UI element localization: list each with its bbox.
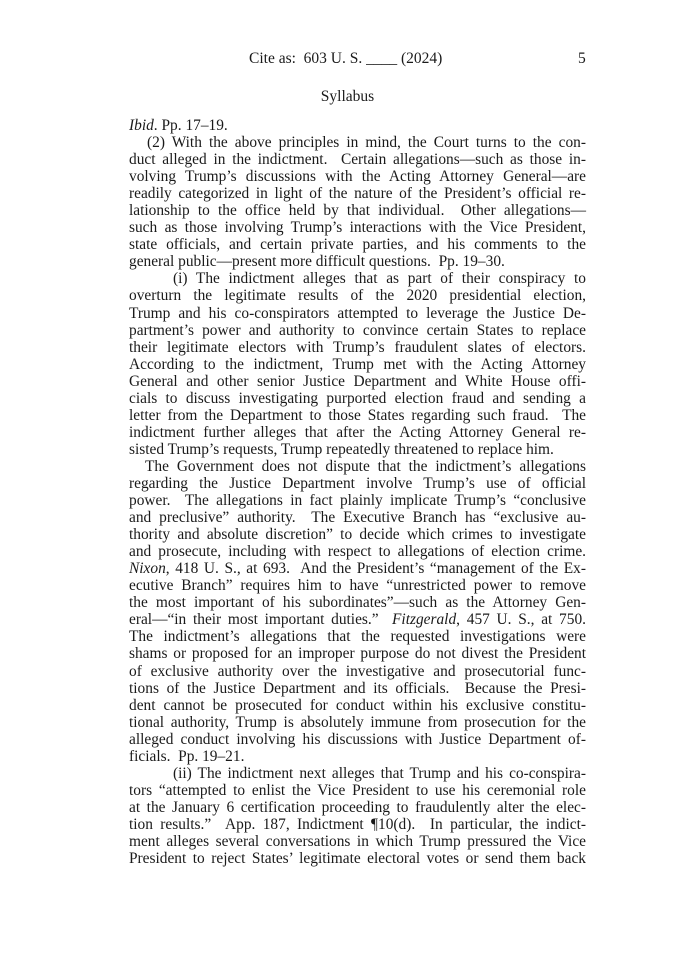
line-text: power. The allegations in fact plainly implicate Trump’s “conclusive	[129, 492, 586, 510]
line-text: tors “attempted to enlist the Vice President to use his ceremonial role	[129, 781, 586, 799]
line-text: thority and absolute discretion” to decide which crimes to investigate	[129, 526, 586, 544]
text-line	[129, 322, 586, 339]
text-line	[129, 492, 586, 509]
case-citation: Nixon	[129, 560, 166, 578]
text-line	[129, 219, 586, 236]
case-citation: Ibid	[129, 117, 154, 134]
text-line	[129, 799, 586, 816]
text-line	[129, 833, 586, 850]
text-line	[129, 185, 586, 202]
line-text: Trump and his co-conspirators attempted to leverage the Justice De-	[129, 304, 586, 322]
line-text: partment’s power and authority to convince certain States to replace	[129, 321, 586, 339]
text-line	[129, 697, 586, 714]
line-text: lationship to the office held by that individual. Other allegations—	[129, 202, 586, 220]
line-text: The Government does not dispute that the indictment’s allegations	[145, 457, 586, 475]
case-citation: Fitzgerald	[392, 611, 457, 629]
text-line	[129, 475, 586, 492]
text-line	[129, 731, 586, 748]
text-line	[129, 526, 586, 543]
line-text: state officials, and certain private parties, and his comments to the	[129, 236, 586, 254]
line-text: President to reject States’ legitimate electoral votes or send them back	[129, 850, 586, 868]
line-text: ficials. Pp. 19–21.	[129, 747, 245, 765]
citation-label: Cite as: 603 U. S. ____ (2024)	[249, 50, 443, 67]
text-line	[129, 663, 586, 680]
line-text: (2) With the above principles in mind, the Court turns to the con-	[147, 134, 586, 152]
text-line	[129, 339, 586, 356]
line-text: The indictment’s allegations that the requested investigations were	[129, 628, 586, 646]
text-line	[129, 134, 586, 151]
text-line	[129, 714, 586, 731]
line-text: duct alleged in the indictment. Certain allegations—such as those in-	[129, 151, 586, 169]
text-line	[129, 594, 586, 611]
text-line	[129, 543, 586, 560]
line-text: at the January 6 certification proceeding to fraudulently alter the elec-	[129, 798, 586, 816]
line-text: overturn the legitimate results of the 2020 presidential election,	[129, 287, 586, 305]
line-text: of exclusive authority over the investigative and prosecutorial func-	[129, 662, 586, 680]
line-text: shams or proposed for an improper purpose do not divest the President	[129, 645, 586, 663]
line-text: their legitimate electors with Trump’s fraudulent slates of electors.	[129, 338, 586, 356]
section-title: Syllabus	[320, 88, 375, 105]
line-text: readily categorized in light of the nature of the President’s official re-	[129, 185, 586, 203]
text-line	[129, 236, 586, 253]
line-text: . Pp. 17–19.	[153, 117, 228, 134]
line-text: eral—“in their most important duties.”	[129, 611, 393, 629]
running-header	[0, 50, 695, 70]
line-text: ment alleges several conversations in which Trump pressured the Vice	[129, 832, 586, 850]
text-line	[129, 270, 586, 287]
text-line	[129, 680, 586, 697]
line-text: sisted Trump’s requests, Trump repeatedly threatened to replace him.	[129, 440, 554, 458]
text-line	[129, 509, 586, 526]
text-line	[129, 458, 586, 475]
text-line	[129, 202, 586, 219]
text-line	[129, 117, 586, 134]
line-text: tional authority, Trump is absolutely immune from prosecution for the	[129, 713, 586, 731]
line-text: the most important of his subordinates”—such as the Attorney Gen-	[129, 594, 586, 612]
text-line	[129, 151, 586, 168]
text-line	[129, 645, 586, 662]
line-text: regarding the Justice Department involve Trump’s use of official	[129, 474, 586, 492]
line-text: (ii) The indictment next alleges that Trump and his co-conspira-	[173, 764, 586, 782]
text-line	[129, 765, 586, 782]
text-line	[129, 373, 586, 390]
line-text: and prosecute, including with respect to allegations of election crime.	[129, 543, 586, 561]
text-line	[129, 407, 586, 424]
text-line	[129, 441, 586, 458]
line-text: tion results.” App. 187, Indictment ¶10(d). In particular, the indict-	[129, 815, 586, 833]
text-line	[129, 287, 586, 304]
text-line	[129, 748, 586, 765]
line-text: such as those involving Trump’s interactions with the Vice President,	[129, 219, 586, 237]
line-text: tions of the Justice Department and its officials. Because the Presi-	[129, 679, 586, 697]
line-text: General and other senior Justice Department and White House offi-	[129, 372, 586, 390]
line-text: ecutive Branch” requires him to have “unrestricted power to remove	[129, 577, 586, 595]
line-text: letter from the Department to those States regarding such fraud. The	[129, 406, 586, 424]
line-text: and preclusive” authority. The Executive Branch has “exclusive au-	[129, 509, 586, 527]
document-body	[129, 117, 586, 867]
text-line	[129, 816, 586, 833]
text-line	[129, 628, 586, 645]
text-line	[129, 390, 586, 407]
line-text: , 418 U. S., at 693. And the President’s “management of the Ex-	[165, 560, 586, 578]
line-text: (i) The indictment alleges that as part of their conspiracy to	[173, 270, 586, 288]
text-line	[129, 424, 586, 441]
text-line	[129, 577, 586, 594]
line-text: cials to discuss investigating purported election fraud and sending a	[129, 389, 586, 407]
text-line	[129, 560, 586, 577]
text-line	[129, 850, 586, 867]
line-text: , 457 U. S., at 750.	[456, 611, 586, 629]
line-text: volving Trump’s discussions with the Acting Attorney General—are	[129, 168, 586, 186]
line-text: indictment further alleges that after the Acting Attorney General re-	[129, 423, 586, 441]
text-line	[129, 782, 586, 799]
text-line	[129, 611, 586, 628]
text-line	[129, 356, 586, 373]
page-number: 5	[578, 50, 586, 67]
line-text: dent cannot be prosecuted for conduct within his exclusive constitu-	[129, 696, 586, 714]
line-text: general public—present more difficult questions. Pp. 19–30.	[129, 253, 505, 271]
text-line	[129, 253, 586, 270]
text-line	[129, 305, 586, 322]
line-text: alleged conduct involving his discussions with Justice Department of-	[129, 730, 586, 748]
text-line	[129, 168, 586, 185]
line-text: According to the indictment, Trump met with the Acting Attorney	[129, 355, 586, 373]
